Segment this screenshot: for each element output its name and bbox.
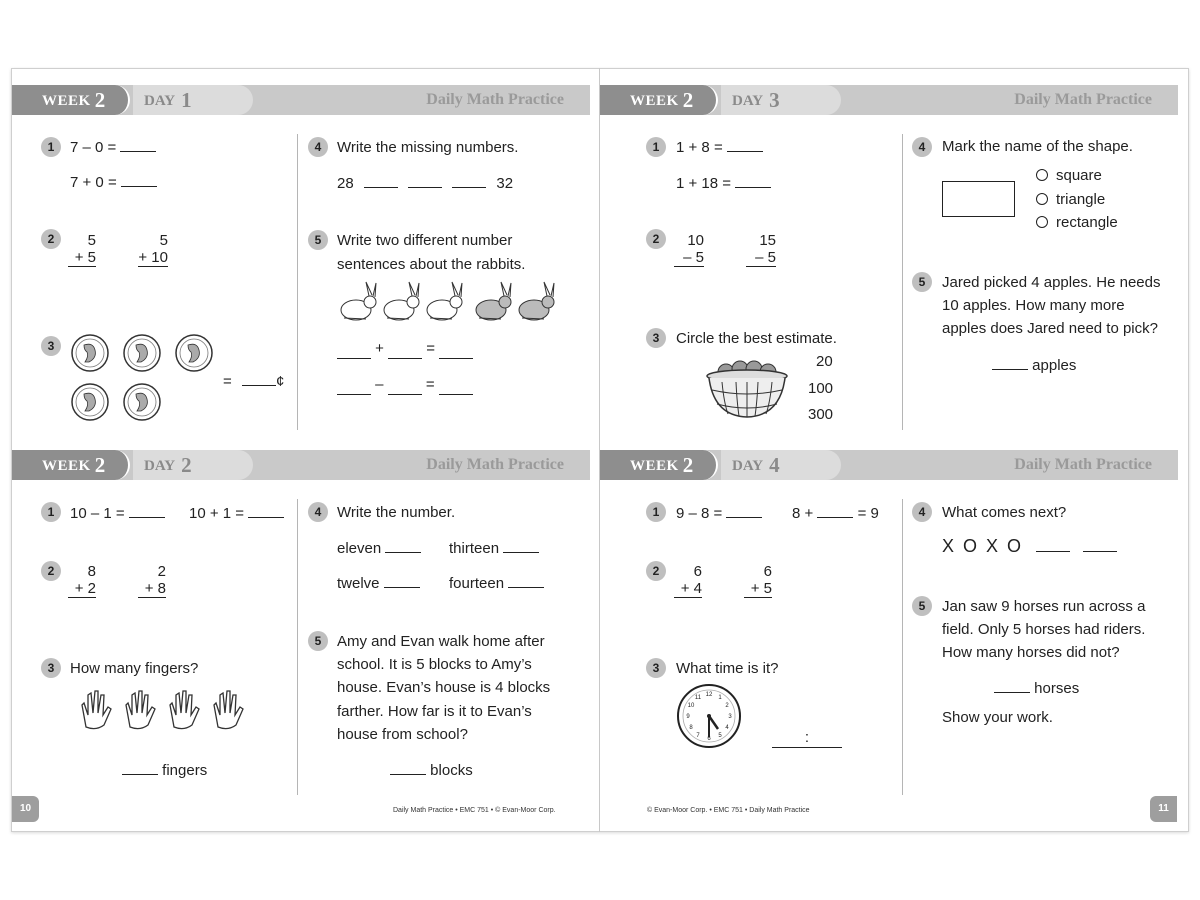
problem-bottom: – 5 xyxy=(674,249,704,267)
q3-prompt: How many fingers? xyxy=(70,660,199,677)
week-label: WEEK xyxy=(630,458,679,474)
question-number: 3 xyxy=(41,658,61,678)
answer-blank[interactable] xyxy=(408,174,442,188)
dime-coin-icon xyxy=(176,335,212,371)
answer-blank[interactable] xyxy=(337,345,371,359)
hands-group xyxy=(76,685,250,731)
q4-prompt: What comes next? xyxy=(942,504,1067,521)
q5-prompt-line: apples does Jared need to pick? xyxy=(942,320,1158,337)
vertical-problem xyxy=(746,232,776,267)
answer-blank[interactable] xyxy=(337,381,371,395)
question-number: 2 xyxy=(646,229,666,249)
question-number: 2 xyxy=(41,229,61,249)
problem-top: 10 xyxy=(687,232,704,249)
week-number: 2 xyxy=(682,453,694,477)
answer-blank[interactable] xyxy=(503,539,539,553)
q1-line-a xyxy=(676,138,763,157)
header-title: Daily Math Practice xyxy=(426,91,564,108)
option-label: rectangle xyxy=(1056,214,1118,231)
day-number: 2 xyxy=(181,453,192,477)
q5-prompt-line: Write two different number xyxy=(337,232,513,249)
q1-expression: 9 – 8 = xyxy=(676,505,723,522)
answer-blank[interactable] xyxy=(1036,538,1070,552)
week-number: 2 xyxy=(94,88,106,112)
week-tab xyxy=(12,450,130,480)
q1-expression: 1 + 8 = xyxy=(676,139,723,156)
svg-text:9: 9 xyxy=(686,714,690,720)
shape-option-triangle[interactable] xyxy=(1036,191,1105,209)
q1-line-a xyxy=(676,504,762,523)
problem-top: 15 xyxy=(759,232,776,249)
pattern-row xyxy=(942,537,1117,555)
problem-top: 8 xyxy=(87,563,96,580)
question-number: 3 xyxy=(646,658,666,678)
question-number: 2 xyxy=(646,561,666,581)
q5-answer xyxy=(994,679,1079,698)
footer-credit: © Evan-Moor Corp. • EMC 751 • Daily Math Practice xyxy=(647,807,810,814)
svg-text:12: 12 xyxy=(705,692,713,698)
show-work-label: Show your work. xyxy=(942,709,1053,726)
rabbit-icon xyxy=(384,282,419,320)
week-label: WEEK xyxy=(42,93,91,109)
vertical-problem xyxy=(138,232,168,267)
answer-blank[interactable] xyxy=(248,504,284,518)
problem-top: 5 xyxy=(159,232,168,249)
header-title: Daily Math Practice xyxy=(426,456,564,473)
answer-blank[interactable] xyxy=(122,761,158,775)
page-number: 10 xyxy=(12,796,39,822)
pattern-sequence: X O X O xyxy=(942,536,1024,556)
day-tab xyxy=(721,450,841,480)
dime-coin-icon xyxy=(124,384,160,420)
vertical-problem xyxy=(744,563,772,598)
dime-coin-icon xyxy=(72,335,108,371)
number-sentence-sub xyxy=(337,376,473,400)
q5-prompt-line: sentences about the rabbits. xyxy=(337,256,526,273)
clock-icon xyxy=(676,683,742,749)
question-number: 2 xyxy=(41,561,61,581)
answer-blank[interactable] xyxy=(439,381,473,395)
answer-blank[interactable] xyxy=(121,173,157,187)
number-sequence xyxy=(337,174,513,193)
vertical-problem xyxy=(674,232,704,267)
question-number: 1 xyxy=(646,502,666,522)
q3-prompt: Circle the best estimate. xyxy=(676,330,837,347)
number-word-label: fourteen xyxy=(449,575,505,592)
option-label: square xyxy=(1056,167,1102,184)
radio-button[interactable] xyxy=(1036,216,1048,228)
day-tab xyxy=(721,85,841,115)
svg-text:5: 5 xyxy=(718,733,722,739)
answer-unit: blocks xyxy=(430,762,473,779)
column-divider xyxy=(297,134,298,430)
header-title: Daily Math Practice xyxy=(1014,456,1152,473)
day-number: 3 xyxy=(769,88,780,112)
number-word xyxy=(449,574,544,593)
q1-expression: 7 – 0 = xyxy=(70,139,117,156)
question-number: 3 xyxy=(41,336,61,356)
radio-button[interactable] xyxy=(1036,169,1048,181)
q5-prompt-line: 10 apples. How many more xyxy=(942,297,1125,314)
problem-top: 6 xyxy=(763,563,772,580)
q3-answer xyxy=(122,761,207,780)
svg-text:11: 11 xyxy=(694,695,702,701)
dime-coin-icon xyxy=(124,335,160,371)
week-label: WEEK xyxy=(630,93,679,109)
cents-unit: ¢ xyxy=(275,373,285,390)
shape-option-square[interactable] xyxy=(1036,167,1102,185)
number-sentence-add xyxy=(337,340,473,364)
problem-bottom: + 4 xyxy=(674,580,702,598)
dime-coins-group xyxy=(68,331,228,425)
week-tab xyxy=(600,450,718,480)
option-label: triangle xyxy=(1056,191,1106,208)
problem-bottom: + 10 xyxy=(138,249,168,266)
header-title: Daily Math Practice xyxy=(1014,91,1152,108)
q5-prompt-line: How many horses did not? xyxy=(942,644,1120,661)
answer-blank[interactable] xyxy=(735,174,771,188)
apple-basket-icon xyxy=(704,358,790,420)
question-number: 5 xyxy=(308,631,328,651)
q1-line-b xyxy=(676,174,771,193)
answer-blank[interactable] xyxy=(452,174,486,188)
svg-text:6: 6 xyxy=(707,736,711,742)
answer-blank[interactable] xyxy=(508,574,544,588)
q5-prompt-line: Jared picked 4 apples. He needs xyxy=(942,274,1161,291)
panel-header xyxy=(600,85,1178,115)
q1-expression: 8 + xyxy=(792,505,814,522)
minus-sign: – xyxy=(375,376,384,393)
day-number: 1 xyxy=(181,88,192,112)
panel-header xyxy=(12,85,590,115)
question-number: 1 xyxy=(41,137,61,157)
vertical-problem xyxy=(138,563,166,598)
answer-blank[interactable] xyxy=(242,372,276,386)
answer-blank[interactable] xyxy=(364,174,398,188)
q4-prompt: Write the number. xyxy=(337,504,456,521)
day-tab xyxy=(133,85,253,115)
q1-line-a xyxy=(70,504,165,523)
q5-prompt-line: Amy and Evan walk home after xyxy=(337,633,545,650)
sequence-start: 28 xyxy=(337,175,354,192)
svg-text:10: 10 xyxy=(687,703,695,709)
number-word-label: eleven xyxy=(337,540,382,557)
panel-week2-day2 xyxy=(12,433,590,814)
answer-blank[interactable] xyxy=(385,539,421,553)
panel-week2-day1 xyxy=(12,68,590,432)
svg-text:4: 4 xyxy=(725,725,729,731)
rabbit-icon xyxy=(519,282,554,320)
answer-blank[interactable] xyxy=(1083,538,1117,552)
question-number: 1 xyxy=(41,502,61,522)
q5-prompt-line: house from school? xyxy=(337,726,468,743)
answer-blank[interactable] xyxy=(439,345,473,359)
number-word-label: twelve xyxy=(337,575,380,592)
hand-icon xyxy=(82,691,111,729)
hand-icon xyxy=(214,691,243,729)
question-number: 3 xyxy=(646,328,666,348)
hand-icon xyxy=(126,691,155,729)
week-tab xyxy=(12,85,130,115)
panel-week2-day4 xyxy=(600,433,1178,814)
q1-expression: 10 + 1 = xyxy=(189,505,245,522)
answer-blank[interactable] xyxy=(388,381,422,395)
shape-option-rectangle[interactable] xyxy=(1036,214,1118,232)
column-divider xyxy=(902,499,903,795)
rabbit-icon xyxy=(341,282,376,320)
plus-sign: + xyxy=(375,340,384,357)
time-colon: : xyxy=(804,729,810,746)
answer-blank[interactable] xyxy=(388,345,422,359)
q1-line-a xyxy=(70,138,156,157)
problem-bottom: + 5 xyxy=(68,249,96,267)
answer-unit: apples xyxy=(1032,357,1077,374)
estimate-option[interactable]: 20 xyxy=(816,353,833,370)
problem-top: 2 xyxy=(157,563,166,580)
answer-unit: fingers xyxy=(162,762,208,779)
q1-expression: = 9 xyxy=(857,505,879,522)
question-number: 4 xyxy=(308,502,328,522)
estimate-option[interactable]: 300 xyxy=(808,406,834,423)
vertical-problem xyxy=(68,232,96,267)
question-number: 4 xyxy=(912,502,932,522)
day-label: DAY xyxy=(144,93,176,109)
question-number: 4 xyxy=(308,137,328,157)
svg-text:1: 1 xyxy=(718,695,722,701)
week-number: 2 xyxy=(682,88,694,112)
question-number: 4 xyxy=(912,137,932,157)
question-number: 1 xyxy=(646,137,666,157)
estimate-option[interactable]: 100 xyxy=(808,380,834,397)
q3-answer xyxy=(223,372,284,391)
problem-bottom: + 5 xyxy=(744,580,772,598)
svg-text:8: 8 xyxy=(689,725,693,731)
q1-line-b xyxy=(792,504,879,523)
number-word xyxy=(337,539,421,558)
problem-top: 5 xyxy=(87,232,96,249)
rabbit-icon xyxy=(427,282,462,320)
svg-text:7: 7 xyxy=(696,733,700,739)
rabbit-icon xyxy=(476,282,511,320)
day-label: DAY xyxy=(144,458,176,474)
q1-expression: 7 + 0 = xyxy=(70,174,117,191)
answer-blank[interactable] xyxy=(120,138,156,152)
radio-button[interactable] xyxy=(1036,193,1048,205)
answer-blank[interactable] xyxy=(384,574,420,588)
q4-prompt: Mark the name of the shape. xyxy=(942,138,1133,155)
answer-blank[interactable] xyxy=(992,356,1028,370)
number-word xyxy=(449,539,539,558)
q5-prompt-line: school. It is 5 blocks to Amy’s xyxy=(337,656,532,673)
number-word-label: thirteen xyxy=(449,540,500,557)
panel-header xyxy=(600,450,1178,480)
problem-bottom: – 5 xyxy=(746,249,776,267)
rectangle-shape-icon xyxy=(942,181,1015,217)
dime-coin-icon xyxy=(72,384,108,420)
week-label: WEEK xyxy=(42,458,91,474)
q5-prompt-line: house. Evan’s house is 4 blocks xyxy=(337,679,551,696)
panel-header xyxy=(12,450,590,480)
q5-answer xyxy=(992,356,1076,375)
answer-blank[interactable] xyxy=(129,504,165,518)
q5-prompt-line: Jan saw 9 horses run across a xyxy=(942,598,1146,615)
day-label: DAY xyxy=(732,93,764,109)
equals-sign: = xyxy=(425,376,435,393)
footer-credit: Daily Math Practice • EMC 751 • © Evan-Moor Corp. xyxy=(393,807,556,814)
column-divider xyxy=(297,499,298,795)
sequence-end: 32 xyxy=(496,175,514,192)
page-number: 11 xyxy=(1150,796,1177,822)
q1-line-b xyxy=(189,504,284,523)
question-number: 5 xyxy=(912,596,932,616)
problem-bottom: + 2 xyxy=(68,580,96,598)
q3-prompt: What time is it? xyxy=(676,660,779,677)
day-label: DAY xyxy=(732,458,764,474)
q4-prompt: Write the missing numbers. xyxy=(337,139,519,156)
day-tab xyxy=(133,450,253,480)
answer-blank[interactable] xyxy=(726,504,762,518)
rabbits-group xyxy=(336,278,558,324)
q1-line-b xyxy=(70,173,157,192)
answer-blank[interactable] xyxy=(994,679,1030,693)
q5-prompt-line: field. Only 5 horses had riders. xyxy=(942,621,1146,638)
vertical-problem xyxy=(674,563,702,598)
day-number: 4 xyxy=(769,453,780,477)
q5-prompt-line: farther. How far is it to Evan’s xyxy=(337,703,532,720)
answer-blank[interactable] xyxy=(817,504,853,518)
equals-sign: = xyxy=(223,373,232,390)
number-word xyxy=(337,574,420,593)
equals-sign: = xyxy=(426,340,436,357)
column-divider xyxy=(902,134,903,430)
problem-top: 6 xyxy=(693,563,702,580)
answer-blank[interactable] xyxy=(727,138,763,152)
q1-expression: 1 + 18 = xyxy=(676,175,732,192)
answer-unit: horses xyxy=(1034,680,1080,697)
answer-blank[interactable] xyxy=(390,761,426,775)
panel-week2-day3 xyxy=(600,68,1178,432)
time-answer-blank[interactable] xyxy=(772,729,842,748)
question-number: 5 xyxy=(308,230,328,250)
svg-text:3: 3 xyxy=(728,714,732,720)
q5-answer xyxy=(390,761,473,780)
svg-text:2: 2 xyxy=(725,703,729,709)
vertical-problem xyxy=(68,563,96,598)
week-tab xyxy=(600,85,718,115)
question-number: 5 xyxy=(912,272,932,292)
hand-icon xyxy=(170,691,199,729)
problem-bottom: + 8 xyxy=(138,580,166,598)
q1-expression: 10 – 1 = xyxy=(70,505,125,522)
week-number: 2 xyxy=(94,453,106,477)
